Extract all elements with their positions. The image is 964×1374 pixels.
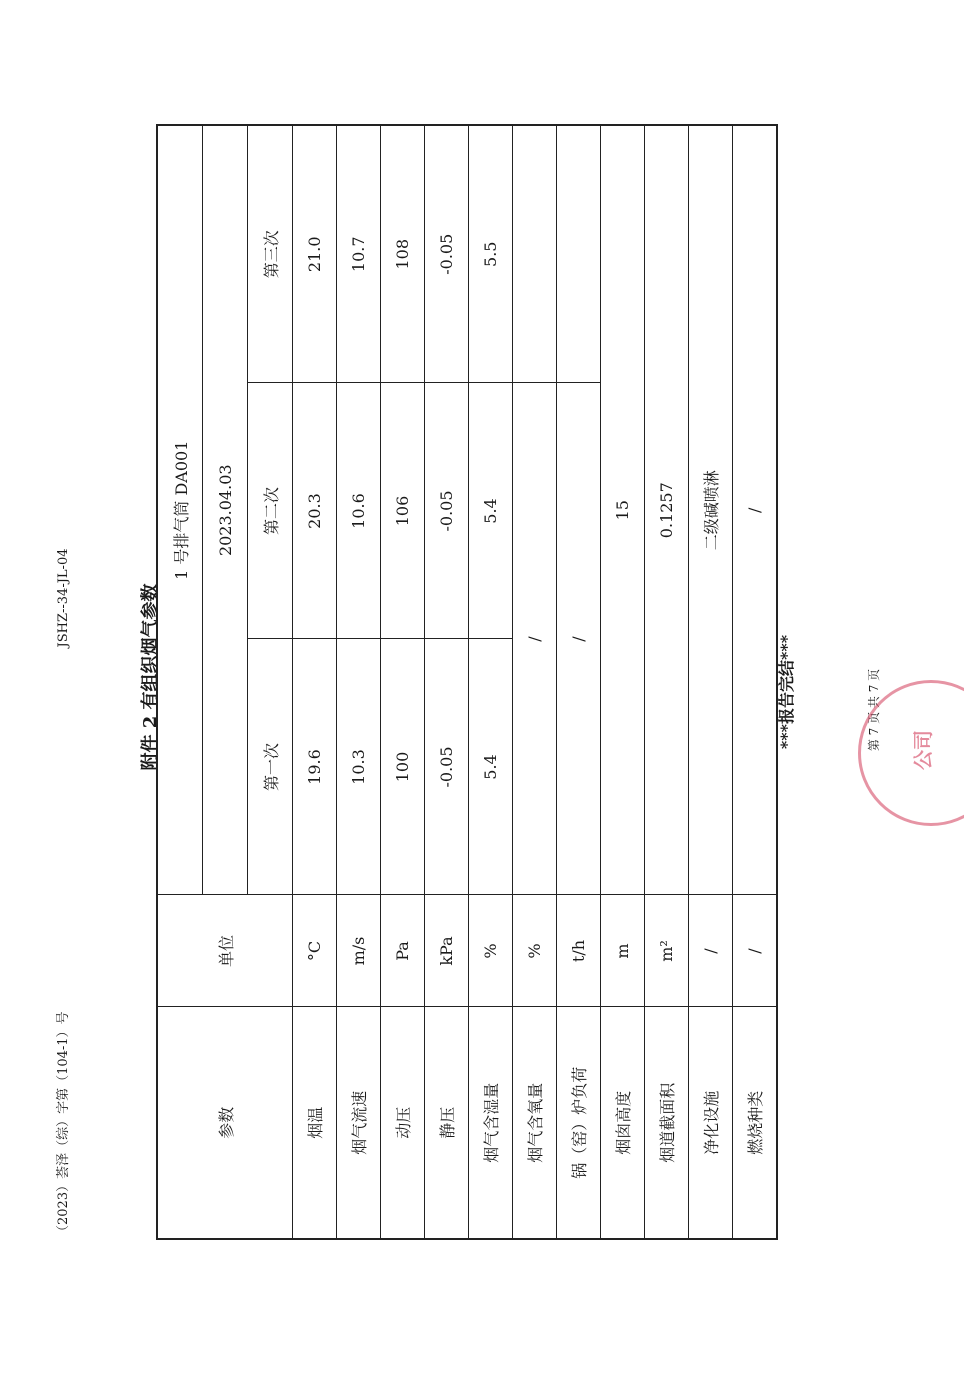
run-3-value: 5.5: [469, 125, 513, 383]
param-name: 烟温: [293, 1007, 337, 1239]
param-name: 净化设施: [689, 1007, 733, 1239]
run-3-value: -0.05: [425, 125, 469, 383]
company-seal-text: 公司: [911, 730, 935, 770]
run-2-value: 5.4: [469, 383, 513, 639]
merged-value: 15: [601, 125, 645, 895]
table-row: [469, 125, 513, 1239]
param-name: 烟气含氧量: [513, 1007, 557, 1239]
param-name: 燃烧种类: [733, 1007, 778, 1239]
sampling-date: 2023.04.03: [203, 125, 248, 895]
run-1-value: 19.6: [293, 639, 337, 895]
run-header-1: 第一次: [248, 639, 293, 895]
run-header-2: 第二次: [248, 383, 293, 639]
run-2-value: 20.3: [293, 383, 337, 639]
unit-header: 单位: [157, 895, 293, 1007]
param-unit: kPa: [425, 895, 469, 1007]
run-3-value: 21.0: [293, 125, 337, 383]
run-3-value: 10.7: [337, 125, 381, 383]
form-code: JSHZ--34-JL-04: [56, 548, 71, 648]
report-number: （2023）荟泽（综）字第（104-1）号: [56, 1011, 71, 1238]
empty-cell: [557, 125, 601, 383]
param-name: 静压: [425, 1007, 469, 1239]
param-unit: /: [689, 895, 733, 1007]
flue-gas-parameter-table: [156, 124, 778, 1240]
page-number: 第 7 页 共 7 页: [867, 668, 881, 752]
flue-gas-table-container: [156, 126, 764, 1240]
table-row: [733, 125, 778, 1239]
param-name: 锅（窑）炉负荷: [557, 1007, 601, 1239]
table-row: [601, 125, 645, 1239]
run-2-value: 106: [381, 383, 425, 639]
merged-value: 0.1257: [645, 125, 689, 895]
param-unit: m/s: [337, 895, 381, 1007]
merged-value: /: [557, 383, 601, 895]
param-unit: /: [733, 895, 778, 1007]
param-header: 参数: [157, 1007, 293, 1239]
table-row: [337, 125, 381, 1239]
param-name: 烟气流速: [337, 1007, 381, 1239]
outlet-name: 1 号排气筒 DA001: [157, 125, 203, 895]
param-name: 烟道截面积: [645, 1007, 689, 1239]
run-2-value: -0.05: [425, 383, 469, 639]
param-unit: Pa: [381, 895, 425, 1007]
document-title: 附件 2 有组织烟气参数: [140, 583, 161, 771]
table-row: [381, 125, 425, 1239]
run-1-value: -0.05: [425, 639, 469, 895]
merged-value: /: [733, 125, 778, 895]
param-unit: %: [469, 895, 513, 1007]
empty-cell: [513, 125, 557, 383]
run-1-value: 5.4: [469, 639, 513, 895]
param-name: 动压: [381, 1007, 425, 1239]
run-1-value: 10.3: [337, 639, 381, 895]
run-2-value: 10.6: [337, 383, 381, 639]
param-unit: t/h: [557, 895, 601, 1007]
table-row: [645, 125, 689, 1239]
param-name: 烟气含湿量: [469, 1007, 513, 1239]
run-1-value: 100: [381, 639, 425, 895]
table-row: [425, 125, 469, 1239]
param-unit: m²: [645, 895, 689, 1007]
param-unit: m: [601, 895, 645, 1007]
table-row: [689, 125, 733, 1239]
run-3-value: 108: [381, 125, 425, 383]
table-row: [293, 125, 337, 1239]
merged-value: 二级碱喷淋: [689, 125, 733, 895]
run-header-3: 第三次: [248, 125, 293, 383]
merged-value: /: [513, 383, 557, 895]
param-unit: °C: [293, 895, 337, 1007]
table-row: [513, 125, 557, 1239]
report-end-note: ***报告完结***: [777, 634, 796, 750]
table-row: [557, 125, 601, 1239]
param-unit: %: [513, 895, 557, 1007]
param-name: 烟囱高度: [601, 1007, 645, 1239]
